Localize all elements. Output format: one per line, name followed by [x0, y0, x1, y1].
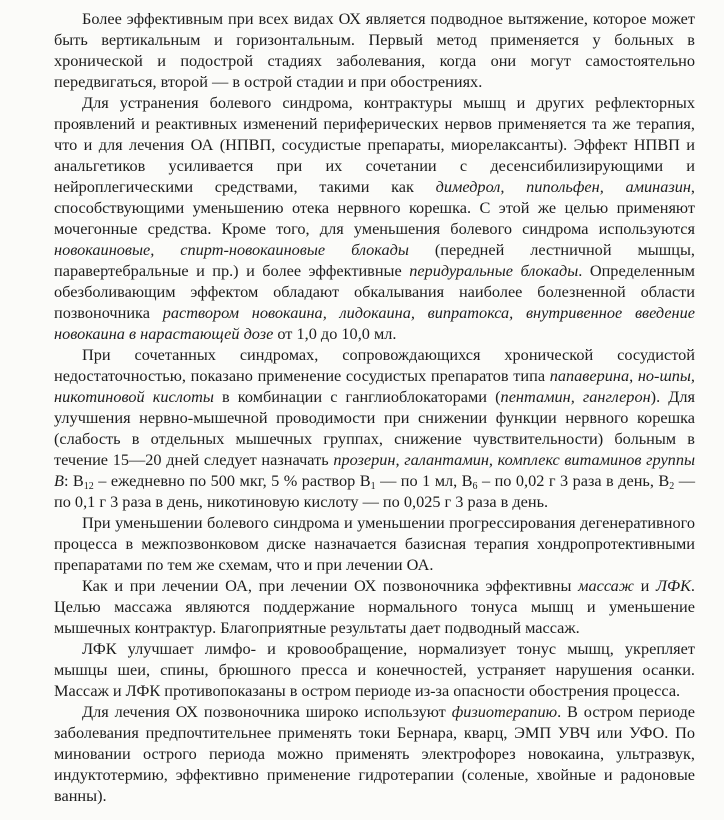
- text-run: и: [633, 576, 656, 595]
- text-run: – по 0,02 г 3 раза в день, B: [477, 471, 670, 490]
- paragraph: [54, 344, 695, 512]
- text-run: При сочетанных синдромах, сопровождающихся хронической сосудистой недостаточностью, показано применение сосудистых препаратов типа: [54, 345, 695, 385]
- text-run: . Целью массажа являются поддержание нормального тонуса мышц и уменьшение мышечных контрактур. Благоприятные результаты дает подводный массаж.: [54, 576, 695, 637]
- paragraph: [54, 638, 695, 701]
- italic-term: пентамин, ганглерон: [500, 387, 651, 406]
- subscript: 1: [370, 481, 376, 492]
- italic-term: перидуральные блокады: [409, 261, 579, 280]
- text-run: Для устранения болевого синдрома, контрактуры мышц и других рефлекторных проявлений и реактивных изменений периферических нервов применяется та же терапия, что и для лечения ОА (НПВП, сосудистые препараты, миорелаксанты). Эффект НПВП и анальгетиков усиливается при их сочетании с десенсибилизирующими и нейроплегическими средствами, такими как: [54, 93, 695, 196]
- body-text: [54, 8, 695, 806]
- text-run: . Определенным обезболивающим эффектом обладают обкалывания наиболее болезненной области позвоночника: [54, 261, 695, 322]
- italic-term: прозерин, галантамин, комплекс витаминов группы B: [54, 450, 695, 490]
- paragraph: [54, 701, 695, 806]
- text-run: — по 0,1 г 3 раза в день, никотиновую кислоту — по 0,025 г 3 раза в день.: [54, 471, 695, 511]
- italic-term: новокаиновые, спирт-новокаиновые блокады: [54, 240, 409, 259]
- text-run: (передней лестничной мышцы, паравертебральные и пр.) и более эффективные: [54, 240, 695, 280]
- text-run: Для лечения ОХ позвоночника широко используют: [82, 702, 452, 721]
- subscript: 12: [83, 481, 94, 492]
- italic-term: физиотерапию: [451, 702, 558, 721]
- paragraph: [54, 575, 695, 638]
- paragraph: [54, 8, 695, 92]
- text-run: ЛФК улучшает лимфо- и кровообращение, нормализует тонус мышц, укрепляет мышцы шеи, спины, брюшного пресса и конечностей, устраняет нарушения осанки. Массаж и ЛФК противопоказаны в остром периоде из-за опасности обострения процесса.: [54, 639, 695, 700]
- italic-term: ЛФК: [655, 576, 691, 595]
- text-run: ). Для улучшения нервно-мышечной проводимости при снижении функции нервного корешка (слабость в отдельных мышечных группах, снижение чувствительности) больным в течение 15—20 дней следует назначать: [54, 387, 695, 469]
- text-run: в комбинации с ганглиоблокаторами (: [213, 387, 501, 406]
- text-run: , способствующими уменьшению отека нервного корешка. С этой же целью применяют мочегонные средства. Кроме того, для уменьшения болевого синдрома используются: [54, 177, 695, 238]
- italic-term: димедрол, пипольфен, аминазин: [435, 177, 691, 196]
- text-run: Как и при лечении ОА, при лечении ОХ позвоночника эффективны: [82, 576, 579, 595]
- paragraph: [54, 512, 695, 575]
- paragraph: [54, 92, 695, 344]
- text-run: : B: [63, 471, 84, 490]
- text-run: При уменьшении болевого синдрома и уменьшении прогрессирования дегенеративного процесса в межпозвонковом диске назначается базисная терапия хондропротективными препаратами по тем же схемам, что и при лечении ОА.: [54, 513, 695, 574]
- subscript: 2: [669, 481, 675, 492]
- text-run: Более эффективным при всех видах ОХ является подводное вытяжение, которое может быть вертикальным и горизонтальным. Первый метод применяется у больных в хронической и подострой стадиях заболевания, когда они могут самостоятельно передвигаться, второй — в острой стадии и при обострениях.: [54, 9, 695, 91]
- italic-term: массаж: [578, 576, 634, 595]
- italic-term: раствором новокаина, лидокаина, випратокса, внутривенное введение новокаина в нарастающей дозе: [54, 303, 696, 343]
- subscript: 6: [472, 481, 478, 492]
- text-run: от 1,0 до 10,0 мл.: [273, 324, 397, 343]
- text-run: – ежедневно по 500 мкг, 5 % раствор B: [93, 471, 371, 490]
- text-run: . В остром периоде заболевания предпочтительнее применять токи Бернара, кварц, ЭМП УВЧ или УФО. По миновании острого периода можно применять электрофорез новокаина, ультразвук, индуктотермию, эффективно применение гидротерапии (соленые, хвойные и радоновые ванны).: [54, 702, 695, 805]
- italic-term: папаверина, но-шпы, никотиновой кислоты: [54, 366, 696, 406]
- text-run: — по 1 мл, B: [375, 471, 473, 490]
